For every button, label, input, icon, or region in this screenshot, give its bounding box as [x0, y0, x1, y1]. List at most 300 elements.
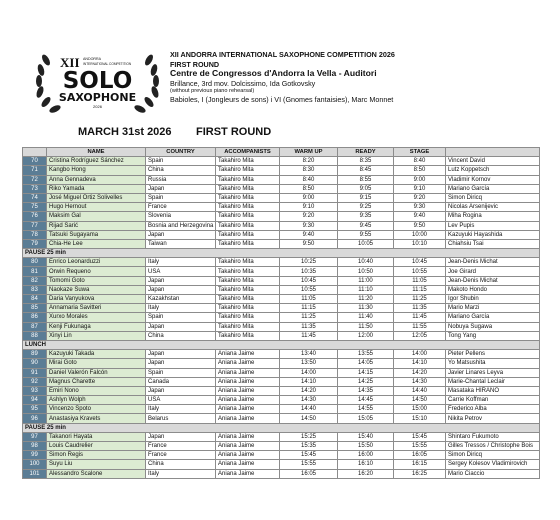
cell-accompanist: Takahiro Mita [216, 212, 280, 221]
cell-name: Kenji Fukunaga [47, 322, 146, 331]
table-row [23, 295, 540, 304]
cell-accompanist: Takahiro Mita [216, 304, 280, 313]
table-row [23, 193, 540, 202]
cell-number: 92 [23, 377, 47, 386]
cell-stage: 15:45 [394, 432, 446, 441]
table-header-row [23, 148, 540, 157]
cell-number: 90 [23, 359, 47, 368]
cell-name: Kazuyuki Takada [47, 350, 146, 359]
cell-stage: 9:20 [394, 193, 446, 202]
table-row [23, 331, 540, 340]
cell-country: Japan [146, 386, 216, 395]
table-row [23, 386, 540, 395]
cell-stage: 12:05 [394, 331, 446, 340]
cell-country: France [146, 442, 216, 451]
header-name: NAME [47, 148, 146, 157]
cell-jury: Vladimir Kornov [446, 175, 540, 184]
cell-stage: 9:00 [394, 175, 446, 184]
cell-stage: 10:45 [394, 258, 446, 267]
cell-warm-up: 9:50 [280, 239, 338, 248]
cell-country: China [146, 331, 216, 340]
cell-ready: 9:25 [338, 203, 394, 212]
logo-small-line2: INTERNATIONAL COMPETITION [83, 62, 132, 66]
cell-warm-up: 9:10 [280, 203, 338, 212]
break-row [23, 249, 540, 258]
cell-stage: 11:15 [394, 285, 446, 294]
schedule-date: MARCH 31st 2026 [78, 126, 172, 138]
cell-jury: Simon Diricq [446, 451, 540, 460]
cell-number: 82 [23, 276, 47, 285]
cell-ready: 9:55 [338, 230, 394, 239]
cell-country: Italy [146, 304, 216, 313]
cell-number: 97 [23, 432, 47, 441]
cell-name: Annamaria Savitteri [47, 304, 146, 313]
cell-name: Alessandro Scalone [47, 469, 146, 478]
cell-jury: Mariano García [446, 313, 540, 322]
cell-number: 70 [23, 157, 47, 166]
cell-country: USA [146, 267, 216, 276]
cell-ready: 15:40 [338, 432, 394, 441]
table-row [23, 460, 540, 469]
cell-name: Tatsuki Sugayama [47, 230, 146, 239]
cell-ready: 11:30 [338, 304, 394, 313]
cell-stage: 9:30 [394, 203, 446, 212]
cell-ready: 14:05 [338, 359, 394, 368]
cell-number: 95 [23, 405, 47, 414]
cell-name: Suyu Liu [47, 460, 146, 469]
cell-accompanist: Takahiro Mita [216, 203, 280, 212]
table-row [23, 469, 540, 478]
table-row [23, 350, 540, 359]
cell-jury: Mario Marzi [446, 304, 540, 313]
cell-name: Daria Vanyukova [47, 295, 146, 304]
cell-warm-up: 14:20 [280, 386, 338, 395]
cell-accompanist: Takahiro Mita [216, 239, 280, 248]
cell-jury: Kazuyuki Hayashida [446, 230, 540, 239]
cell-number: 73 [23, 184, 47, 193]
header-country: COUNTRY [146, 148, 216, 157]
cell-name: Anna Gennadeva [47, 175, 146, 184]
cell-accompanist: Aniana Jaime [216, 451, 280, 460]
cell-stage: 15:55 [394, 442, 446, 451]
schedule-round-title: FIRST ROUND [196, 126, 272, 138]
cell-ready: 14:45 [338, 396, 394, 405]
header-number [23, 148, 47, 157]
laurel-wreath-left [35, 53, 62, 114]
competition-logo [30, 48, 165, 118]
cell-number: 98 [23, 442, 47, 451]
cell-jury: Igor Shubin [446, 295, 540, 304]
cell-warm-up: 9:20 [280, 212, 338, 221]
table-row [23, 258, 540, 267]
cell-name: Ashlyn Wolph [47, 396, 146, 405]
cell-jury: Miha Rogina [446, 212, 540, 221]
cell-ready: 16:00 [338, 451, 394, 460]
cell-number: 72 [23, 175, 47, 184]
table-row [23, 405, 540, 414]
cell-jury: Nobuya Sugawa [446, 322, 540, 331]
cell-warm-up: 9:00 [280, 193, 338, 202]
table-row [23, 166, 540, 175]
cell-warm-up: 9:40 [280, 230, 338, 239]
cell-country: France [146, 203, 216, 212]
cell-stage: 10:55 [394, 267, 446, 276]
cell-number: 96 [23, 414, 47, 423]
cell-stage: 15:00 [394, 405, 446, 414]
cell-ready: 13:55 [338, 350, 394, 359]
table-row [23, 377, 540, 386]
cell-number: 75 [23, 203, 47, 212]
cell-ready: 14:35 [338, 386, 394, 395]
cell-country: Japan [146, 359, 216, 368]
laurel-wreath-right [133, 53, 160, 114]
cell-country: Italy [146, 405, 216, 414]
cell-number: 79 [23, 239, 47, 248]
table-row [23, 276, 540, 285]
cell-ready: 14:15 [338, 368, 394, 377]
cell-warm-up: 8:20 [280, 157, 338, 166]
cell-stage: 14:00 [394, 350, 446, 359]
cell-name: Enrico Leonarduzzi [47, 258, 146, 267]
cell-country: Italy [146, 469, 216, 478]
cell-warm-up: 14:50 [280, 414, 338, 423]
cell-stage: 8:40 [394, 157, 446, 166]
cell-ready: 15:50 [338, 442, 394, 451]
cell-name: Naokaze Suwa [47, 285, 146, 294]
cell-ready: 14:25 [338, 377, 394, 386]
cell-number: 94 [23, 396, 47, 405]
table-row [23, 322, 540, 331]
cell-number: 78 [23, 230, 47, 239]
repertoire-piece-2: Babioles, I (Jongleurs de sons) i VI (Gnomes fantaisies), Marc Monnet [170, 95, 394, 105]
cell-name: Magnus Charette [47, 377, 146, 386]
cell-jury: Shintaro Fukumoto [446, 432, 540, 441]
cell-stage: 14:20 [394, 368, 446, 377]
cell-jury: Joe Girard [446, 267, 540, 276]
cell-jury: Yo Matsushita [446, 359, 540, 368]
cell-jury: Vincent David [446, 157, 540, 166]
cell-stage: 14:40 [394, 386, 446, 395]
cell-accompanist: Takahiro Mita [216, 258, 280, 267]
table-row [23, 451, 540, 460]
cell-jury: Masataka HIRANO [446, 386, 540, 395]
cell-jury: Jean-Denis Michat [446, 276, 540, 285]
cell-number: 100 [23, 460, 47, 469]
cell-name: Xurxo Morales [47, 313, 146, 322]
cell-warm-up: 14:10 [280, 377, 338, 386]
cell-jury: Mario Ciaccio [446, 469, 540, 478]
table-row [23, 432, 540, 441]
header-ready: READY [338, 148, 394, 157]
cell-number: 99 [23, 451, 47, 460]
cell-ready: 14:55 [338, 405, 394, 414]
cell-ready: 9:05 [338, 184, 394, 193]
cell-country: China [146, 460, 216, 469]
cell-country: Spain [146, 368, 216, 377]
cell-number: 91 [23, 368, 47, 377]
cell-accompanist: Aniana Jaime [216, 350, 280, 359]
cell-accompanist: Aniana Jaime [216, 377, 280, 386]
header-jury [446, 148, 540, 157]
table-row [23, 203, 540, 212]
cell-number: 93 [23, 386, 47, 395]
cell-country: Japan [146, 276, 216, 285]
cell-country: Kazakhstan [146, 295, 216, 304]
cell-warm-up: 13:40 [280, 350, 338, 359]
cell-name: Riko Yamada [47, 184, 146, 193]
cell-country: France [146, 451, 216, 460]
cell-country: China [146, 166, 216, 175]
cell-stage: 10:00 [394, 230, 446, 239]
cell-ready: 16:20 [338, 469, 394, 478]
cell-country: Belarus [146, 414, 216, 423]
cell-accompanist: Aniana Jaime [216, 414, 280, 423]
cell-number: 88 [23, 331, 47, 340]
cell-country: Italy [146, 258, 216, 267]
header-warm-up: WARM UP [280, 148, 338, 157]
cell-stage: 10:10 [394, 239, 446, 248]
cell-name: Kangbo Hong [47, 166, 146, 175]
cell-country: Taiwan [146, 239, 216, 248]
cell-number: 71 [23, 166, 47, 175]
cell-country: Japan [146, 432, 216, 441]
cell-jury: Makoto Hondo [446, 285, 540, 294]
cell-warm-up: 11:05 [280, 295, 338, 304]
cell-ready: 11:10 [338, 285, 394, 294]
cell-stage: 15:10 [394, 414, 446, 423]
break-row [23, 340, 540, 349]
cell-stage: 9:50 [394, 221, 446, 230]
cell-name: Daniel Valerón Falcón [47, 368, 146, 377]
cell-ready: 16:10 [338, 460, 394, 469]
cell-stage: 14:10 [394, 359, 446, 368]
round-label: FIRST ROUND [170, 59, 220, 69]
competition-info [170, 50, 550, 105]
cell-accompanist: Takahiro Mita [216, 230, 280, 239]
cell-jury: Marie-Chantal Leclair [446, 377, 540, 386]
cell-warm-up: 10:35 [280, 267, 338, 276]
cell-accompanist: Takahiro Mita [216, 285, 280, 294]
cell-name: Louis Caudrelier [47, 442, 146, 451]
cell-number: 80 [23, 258, 47, 267]
cell-warm-up: 11:15 [280, 304, 338, 313]
cell-ready: 11:20 [338, 295, 394, 304]
cell-jury: Pieter Pellens [446, 350, 540, 359]
cell-accompanist: Takahiro Mita [216, 166, 280, 175]
cell-accompanist: Takahiro Mita [216, 157, 280, 166]
cell-stage: 11:05 [394, 276, 446, 285]
cell-stage: 9:40 [394, 212, 446, 221]
cell-number: 84 [23, 295, 47, 304]
cell-warm-up: 11:35 [280, 322, 338, 331]
cell-warm-up: 11:45 [280, 331, 338, 340]
cell-ready: 12:00 [338, 331, 394, 340]
cell-accompanist: Aniana Jaime [216, 396, 280, 405]
cell-warm-up: 11:25 [280, 313, 338, 322]
cell-stage: 14:30 [394, 377, 446, 386]
cell-jury: Javier Linares Leyva [446, 368, 540, 377]
table-row [23, 221, 540, 230]
cell-warm-up: 14:40 [280, 405, 338, 414]
cell-ready: 8:45 [338, 166, 394, 175]
cell-accompanist: Aniana Jaime [216, 460, 280, 469]
cell-accompanist: Takahiro Mita [216, 267, 280, 276]
cell-accompanist: Aniana Jaime [216, 432, 280, 441]
cell-warm-up: 14:30 [280, 396, 338, 405]
table-row [23, 184, 540, 193]
logo-word-saxophone: SAXOPHONE [58, 91, 137, 104]
cell-number: 83 [23, 285, 47, 294]
cell-warm-up: 8:30 [280, 166, 338, 175]
cell-warm-up: 10:45 [280, 276, 338, 285]
cell-jury: Simon Diricq [446, 193, 540, 202]
schedule-table [22, 147, 540, 479]
cell-accompanist: Aniana Jaime [216, 386, 280, 395]
cell-name: Maksim Gal [47, 212, 146, 221]
cell-jury: Lutz Koppetsch [446, 166, 540, 175]
cell-stage: 11:55 [394, 322, 446, 331]
cell-jury: Chiahsiu Tsai [446, 239, 540, 248]
cell-warm-up: 15:35 [280, 442, 338, 451]
cell-name: Cristina Rodríguez Sánchez [47, 157, 146, 166]
cell-name: Hugo Hernout [47, 203, 146, 212]
cell-ready: 9:45 [338, 221, 394, 230]
cell-warm-up: 13:50 [280, 359, 338, 368]
competition-title: XII ANDORRA INTERNATIONAL SAXOPHONE COMPETITION 2026 [170, 50, 395, 59]
cell-name: Simon Regis [47, 451, 146, 460]
cell-country: Japan [146, 285, 216, 294]
cell-ready: 11:00 [338, 276, 394, 285]
cell-jury: Nicolas Arsenijevic [446, 203, 540, 212]
table-row [23, 230, 540, 239]
cell-warm-up: 9:30 [280, 221, 338, 230]
cell-accompanist: Aniana Jaime [216, 368, 280, 377]
cell-jury: Lev Pupis [446, 221, 540, 230]
cell-name: Orwin Requeno [47, 267, 146, 276]
cell-ready: 10:05 [338, 239, 394, 248]
repertoire-piece-1: Brillance, 3rd mov. Dolcissimo, Ida Gotkovsky [170, 78, 316, 88]
logo-year: 2026 [93, 104, 102, 109]
cell-warm-up: 15:55 [280, 460, 338, 469]
table-row [23, 359, 540, 368]
cell-country: Russia [146, 175, 216, 184]
cell-accompanist: Aniana Jaime [216, 359, 280, 368]
header-accompanists: ACCOMPANISTS [216, 148, 280, 157]
cell-accompanist: Takahiro Mita [216, 221, 280, 230]
cell-country: Japan [146, 184, 216, 193]
cell-jury: Carrie Koffman [446, 396, 540, 405]
cell-stage: 16:25 [394, 469, 446, 478]
cell-stage: 16:15 [394, 460, 446, 469]
table-row [23, 442, 540, 451]
cell-warm-up: 8:50 [280, 184, 338, 193]
cell-number: 76 [23, 212, 47, 221]
cell-ready: 15:05 [338, 414, 394, 423]
table-row [23, 175, 540, 184]
cell-accompanist: Aniana Jaime [216, 405, 280, 414]
cell-accompanist: Takahiro Mita [216, 175, 280, 184]
cell-country: Spain [146, 157, 216, 166]
cell-jury: Jean-Denis Michat [446, 258, 540, 267]
cell-stage: 11:35 [394, 304, 446, 313]
table-row [23, 313, 540, 322]
cell-accompanist: Takahiro Mita [216, 295, 280, 304]
break-row [23, 423, 540, 432]
table-row [23, 396, 540, 405]
cell-ready: 8:35 [338, 157, 394, 166]
cell-number: 85 [23, 304, 47, 313]
header-stage: STAGE [394, 148, 446, 157]
table-row [23, 285, 540, 294]
table-row [23, 239, 540, 248]
cell-warm-up: 10:55 [280, 285, 338, 294]
cell-accompanist: Takahiro Mita [216, 313, 280, 322]
cell-jury: Tong Yang [446, 331, 540, 340]
cell-name: Mirai Goto [47, 359, 146, 368]
schedule-body [23, 157, 540, 479]
cell-warm-up: 16:05 [280, 469, 338, 478]
cell-name: Rijad Šarić [47, 221, 146, 230]
cell-name: Tomomi Goto [47, 276, 146, 285]
break-label: PAUSE 25 min [23, 423, 540, 432]
table-row [23, 414, 540, 423]
cell-jury: Frederico Alba [446, 405, 540, 414]
cell-warm-up: 8:40 [280, 175, 338, 184]
cell-number: 81 [23, 267, 47, 276]
cell-number: 74 [23, 193, 47, 202]
cell-country: Bosnia and Herzegovina [146, 221, 216, 230]
cell-name: Chia-He Lee [47, 239, 146, 248]
break-label: PAUSE 25 min [23, 249, 540, 258]
break-label: LUNCH [23, 340, 540, 349]
cell-country: Spain [146, 193, 216, 202]
cell-name: Anastasiya Kravets [47, 414, 146, 423]
cell-warm-up: 15:25 [280, 432, 338, 441]
cell-country: Slovenia [146, 212, 216, 221]
logo-small-line1: ANDORRA [83, 57, 101, 61]
repertoire-note: (without previous piano rehearsal) [170, 88, 255, 95]
cell-warm-up: 10:25 [280, 258, 338, 267]
cell-ready: 8:55 [338, 175, 394, 184]
logo-word-solo: SOLO [62, 68, 133, 94]
cell-name: Takanori Hayata [47, 432, 146, 441]
cell-country: Japan [146, 230, 216, 239]
cell-ready: 11:40 [338, 313, 394, 322]
cell-warm-up: 14:00 [280, 368, 338, 377]
cell-ready: 10:40 [338, 258, 394, 267]
cell-stage: 11:45 [394, 313, 446, 322]
cell-stage: 11:25 [394, 295, 446, 304]
table-row [23, 267, 540, 276]
cell-stage: 8:50 [394, 166, 446, 175]
cell-number: 86 [23, 313, 47, 322]
cell-country: Japan [146, 322, 216, 331]
cell-accompanist: Takahiro Mita [216, 322, 280, 331]
table-row [23, 304, 540, 313]
cell-country: Spain [146, 313, 216, 322]
cell-stage: 9:10 [394, 184, 446, 193]
cell-country: USA [146, 396, 216, 405]
cell-accompanist: Takahiro Mita [216, 193, 280, 202]
cell-accompanist: Takahiro Mita [216, 184, 280, 193]
cell-accompanist: Takahiro Mita [216, 331, 280, 340]
cell-ready: 9:15 [338, 193, 394, 202]
cell-accompanist: Aniana Jaime [216, 469, 280, 478]
table-row [23, 212, 540, 221]
cell-number: 89 [23, 350, 47, 359]
cell-jury: Nikita Petrov [446, 414, 540, 423]
cell-number: 101 [23, 469, 47, 478]
